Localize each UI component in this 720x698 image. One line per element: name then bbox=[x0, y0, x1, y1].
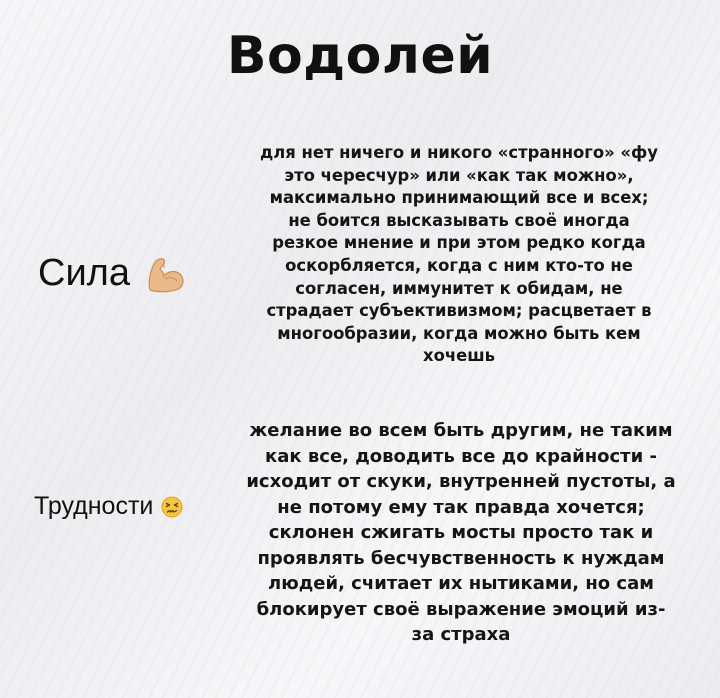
difficulties-line: исходит от скуки, внутренней пустоты, а bbox=[246, 471, 676, 492]
difficulties-line: людей, считает их нытиками, но сам bbox=[268, 573, 654, 594]
difficulties-line: за страха bbox=[411, 624, 511, 645]
strength-heading bbox=[38, 252, 188, 295]
flexed-biceps-icon bbox=[144, 254, 188, 294]
strength-line: оскорбляется, когда с ним кто-то не bbox=[285, 255, 633, 275]
difficulties-line: склонен сжигать мосты просто так и bbox=[268, 522, 654, 543]
strength-line: многообразии, когда можно быть кем bbox=[277, 323, 641, 343]
strength-line: не боится высказывать своё иногда bbox=[288, 210, 630, 230]
difficulties-label: Трудности bbox=[34, 492, 154, 520]
strength-line: согласен, иммунитет к обидам, не bbox=[295, 278, 623, 298]
difficulties-heading bbox=[34, 492, 183, 521]
strength-description bbox=[246, 142, 672, 368]
strength-line: резкое мнение и при этом редко когда bbox=[272, 233, 646, 253]
strength-label: Сила bbox=[38, 252, 130, 294]
difficulties-line: как все, доводить все до крайности - bbox=[265, 445, 657, 467]
strength-line: хочешь bbox=[423, 346, 495, 366]
strength-line: это чересчур» или «как так можно», bbox=[284, 165, 634, 185]
difficulties-description bbox=[228, 418, 694, 648]
strength-line: для нет ничего и никого «странного» «фу bbox=[260, 143, 658, 162]
difficulties-line: проявлять бесчувственность к нуждам bbox=[257, 547, 665, 569]
page-title: Водолей bbox=[226, 26, 494, 86]
difficulties-line: не потому ему так правда хочется; bbox=[277, 496, 645, 518]
difficulties-line: желание во всем быть другим, не таким bbox=[249, 420, 673, 441]
strength-line: страдает субъективизмом; расцветает в bbox=[266, 301, 652, 321]
strength-line: максимально принимающий все и всех; bbox=[269, 188, 649, 208]
difficulties-line: блокирует своё выражение эмоций из- bbox=[256, 598, 666, 620]
confounded-face-icon bbox=[161, 496, 183, 518]
